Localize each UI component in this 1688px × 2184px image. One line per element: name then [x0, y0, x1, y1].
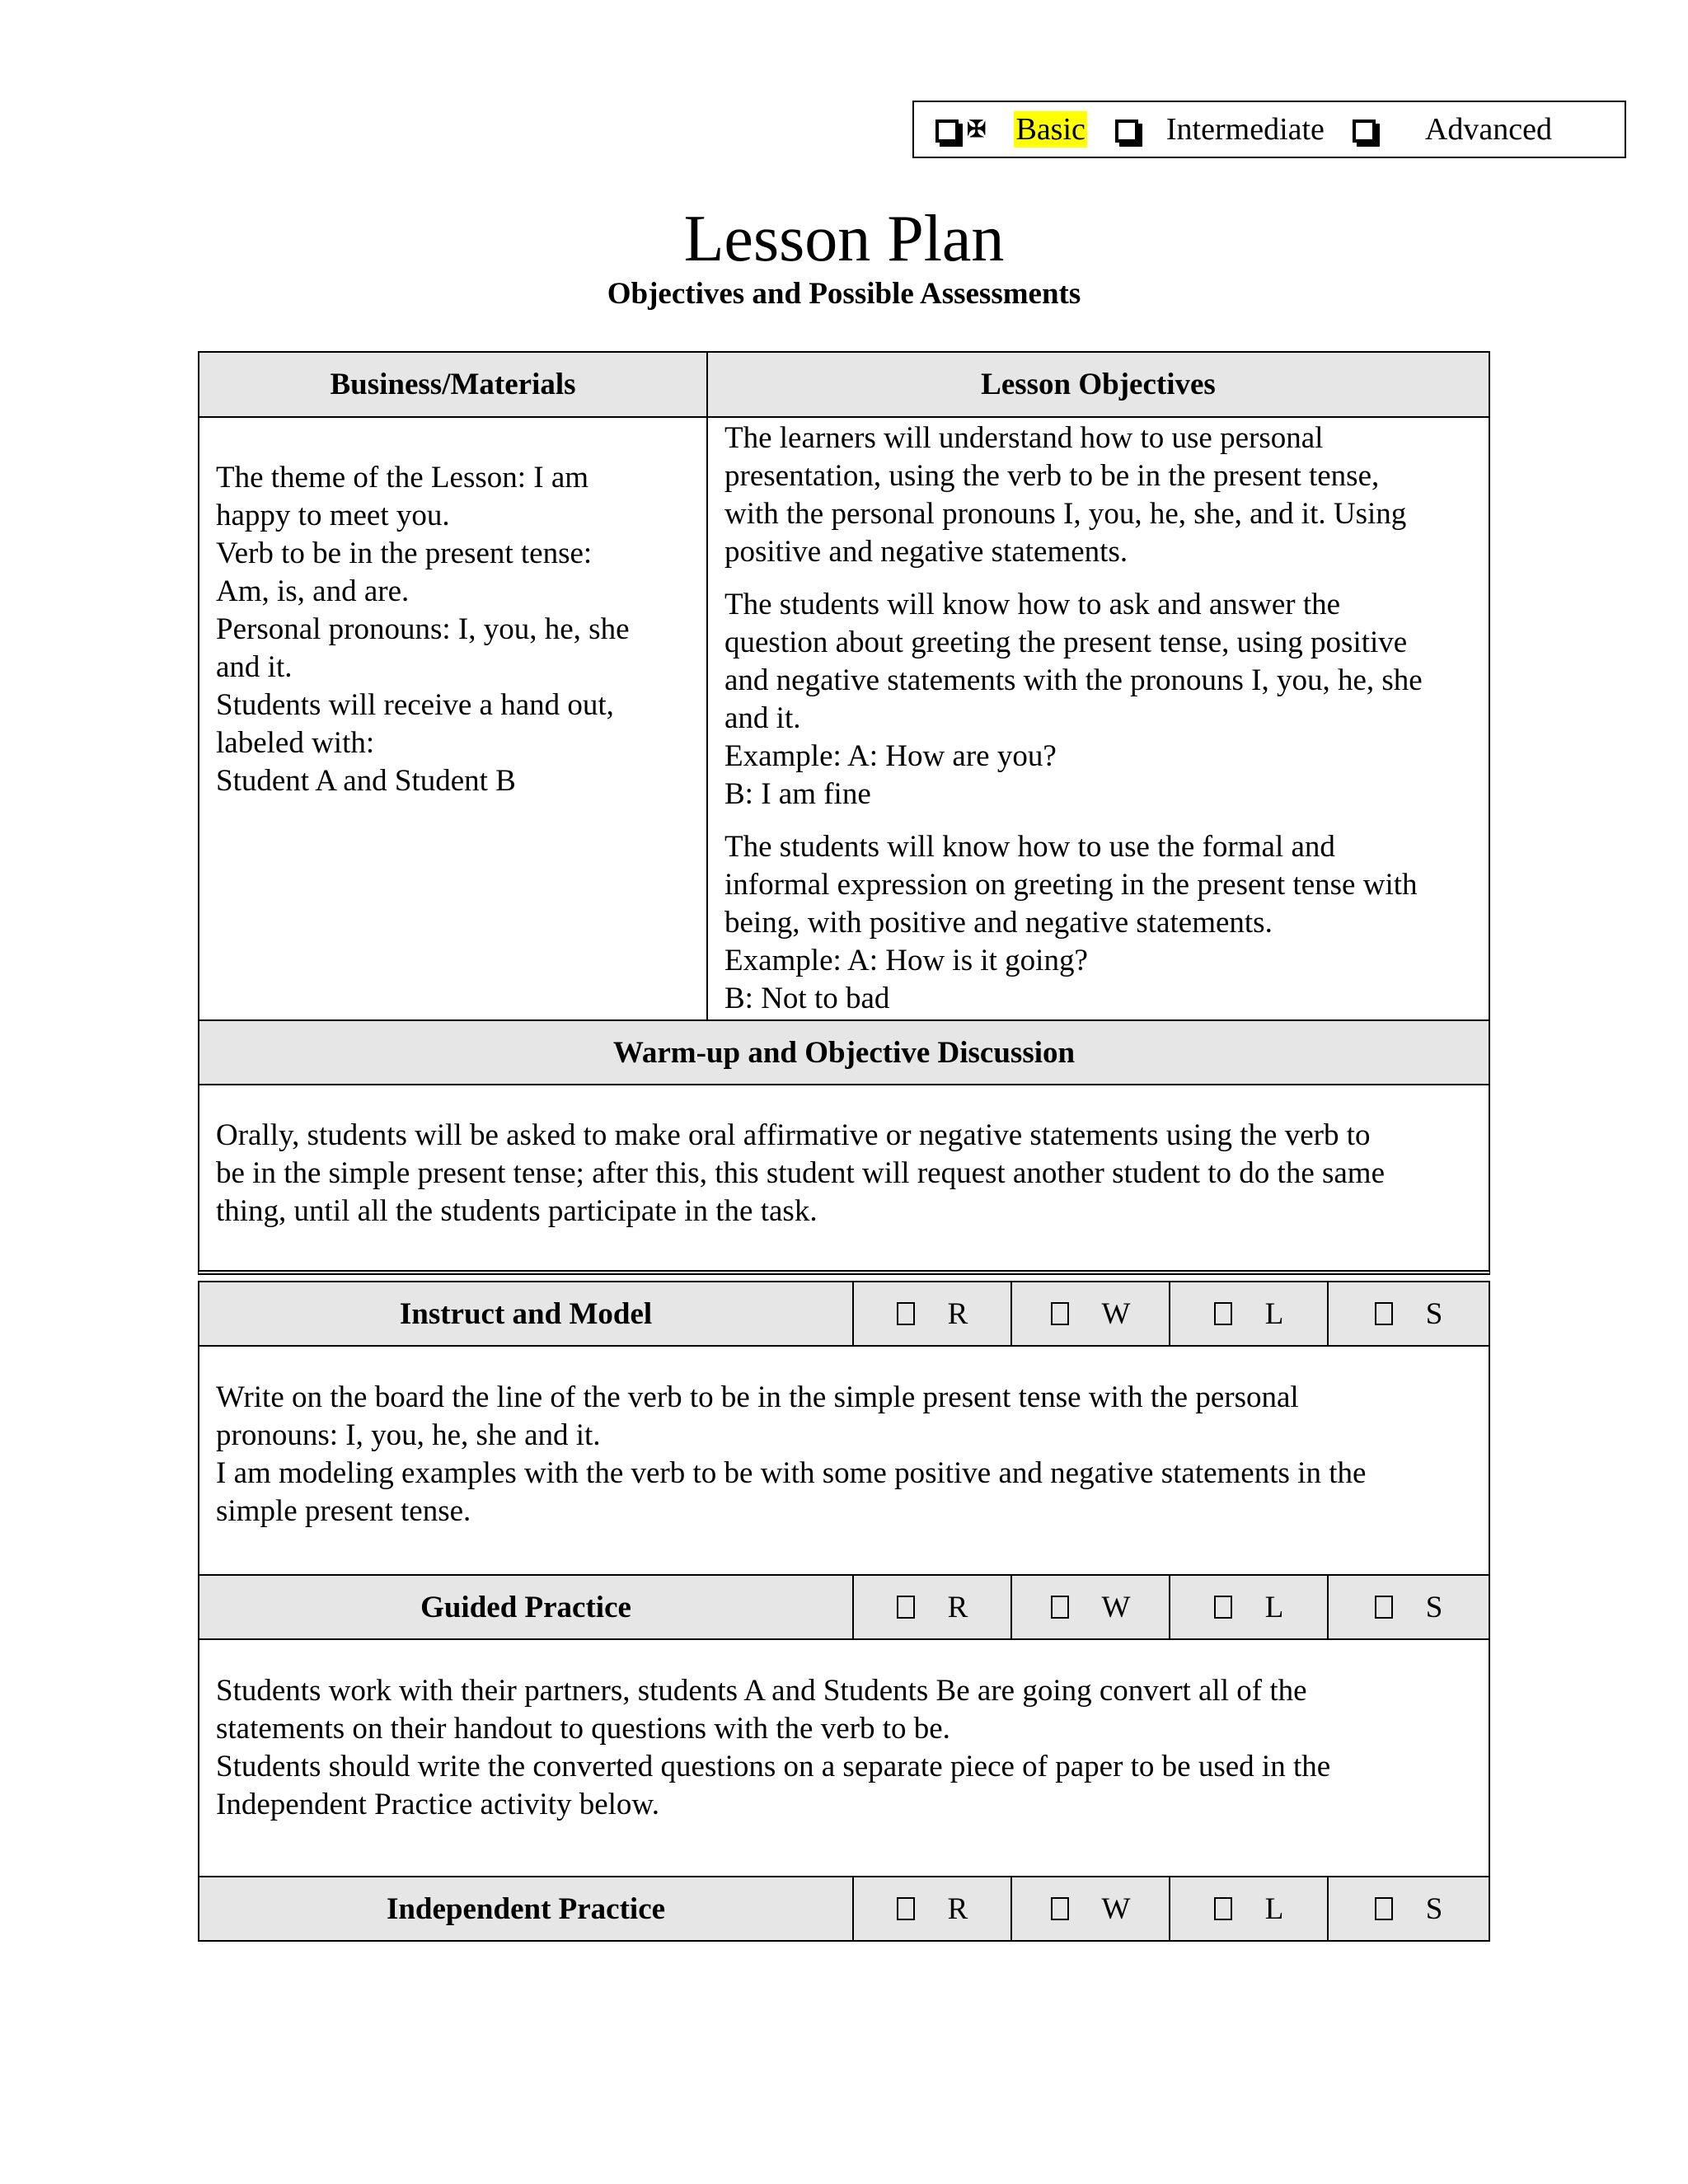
skill-label: L [1264, 1296, 1284, 1331]
guided-header: Guided Practice [198, 1574, 854, 1640]
warmup-line: Orally, students will be asked to make oral affirmative or negative statements using the verb to [216, 1118, 1371, 1152]
objectives-header: Lesson Objectives [706, 351, 1490, 418]
warmup-line: be in the simple present tense; after this, this student will request another student to do the same [216, 1156, 1386, 1190]
guided-line: Students should write the converted questions on a separate piece of paper to be used in the [216, 1750, 1331, 1783]
instruct-line: simple present tense. [216, 1494, 471, 1528]
guided-line: Independent Practice activity below. [216, 1788, 659, 1821]
warmup-line: thing, until all the students participate in the task. [216, 1194, 818, 1228]
materials-lines [216, 459, 690, 800]
objective-line: positive and negative statements. [724, 535, 1128, 569]
instruct-header: Instruct and Model [198, 1281, 854, 1347]
warmup-body [198, 1084, 1490, 1275]
skill-label: W [1101, 1891, 1131, 1926]
skill-label: R [947, 1296, 968, 1331]
instruct-skill-w [1010, 1281, 1170, 1347]
objective-line: B: Not to bad [724, 982, 890, 1015]
skill-checkbox[interactable] [1375, 1596, 1393, 1619]
independent-skill-r [852, 1876, 1012, 1942]
objective-paragraph-1 [724, 419, 1472, 571]
objective-line: B: I am fine [724, 777, 871, 811]
instruct-skill-r [852, 1281, 1012, 1347]
warmup-header: Warm-up and Objective Discussion [198, 1019, 1490, 1085]
materials-line: Verb to be in the present tense: [216, 537, 593, 570]
skill-checkbox[interactable] [1051, 1897, 1069, 1920]
skill-checkbox[interactable] [1051, 1596, 1069, 1619]
independent-skill-w [1010, 1876, 1170, 1942]
skill-label: L [1264, 1891, 1284, 1926]
objectives-body [706, 416, 1490, 1021]
skill-checkbox[interactable] [897, 1596, 915, 1619]
objective-line: Example: A: How are you? [724, 739, 1057, 773]
materials-line: and it. [216, 650, 293, 684]
skill-label: W [1101, 1590, 1131, 1624]
page-title: Lesson Plan [683, 203, 1005, 275]
guided-line: statements on their handout to questions with the verb to be. [216, 1712, 950, 1746]
checked-mark-icon: ✠ [967, 117, 987, 143]
materials-line: Students will receive a hand out, [216, 688, 614, 722]
guided-body [198, 1638, 1490, 1877]
checkbox-advanced[interactable] [1353, 120, 1376, 143]
skill-checkbox[interactable] [1214, 1596, 1232, 1619]
objective-line: and negative statements with the pronouns I, you, he, she [724, 663, 1423, 697]
objective-paragraph-3 [724, 828, 1472, 1018]
level-selector [912, 101, 1626, 158]
materials-line: Am, is, and are. [216, 574, 410, 608]
level-advanced-label: Advanced [1424, 112, 1552, 147]
materials-line: Personal pronouns: I, you, he, she [216, 612, 630, 646]
skill-label: S [1425, 1296, 1443, 1331]
skill-label: R [947, 1590, 968, 1624]
independent-skill-s [1327, 1876, 1490, 1942]
guided-skill-r [852, 1574, 1012, 1640]
objective-line: and it. [724, 701, 801, 735]
instruct-body [198, 1345, 1490, 1576]
materials-line: happy to meet you. [216, 499, 450, 532]
objective-paragraph-2 [724, 586, 1472, 813]
independent-skill-l [1169, 1876, 1329, 1942]
guided-skill-l [1169, 1574, 1329, 1640]
checkbox-basic[interactable] [935, 120, 959, 143]
skill-checkbox[interactable] [1051, 1302, 1069, 1325]
objective-line: presentation, using the verb to be in the present tense, [724, 459, 1380, 493]
skill-checkbox[interactable] [1214, 1302, 1232, 1325]
instruct-skill-l [1169, 1281, 1329, 1347]
objective-line: The students will know how to use the formal and [724, 830, 1335, 864]
objective-line: informal expression on greeting in the present tense with [724, 868, 1418, 902]
objective-line: Example: A: How is it going? [724, 944, 1088, 977]
objective-line: The students will know how to ask and answer the [724, 588, 1341, 621]
instruct-line: Write on the board the line of the verb to be in the simple present tense with the personal [216, 1380, 1299, 1414]
level-intermediate-label: Intermediate [1165, 112, 1325, 147]
skill-label: S [1425, 1891, 1443, 1926]
skill-checkbox[interactable] [1375, 1302, 1393, 1325]
skill-checkbox[interactable] [897, 1302, 915, 1325]
guided-skill-w [1010, 1574, 1170, 1640]
guided-line: Students work with their partners, students A and Students Be are going convert all of the [216, 1674, 1307, 1708]
materials-line: The theme of the Lesson: I am [216, 461, 589, 494]
materials-body [198, 416, 708, 1021]
skill-label: R [947, 1891, 968, 1926]
skill-label: L [1264, 1590, 1284, 1624]
guided-skill-s [1327, 1574, 1490, 1640]
skill-checkbox[interactable] [897, 1897, 915, 1920]
checkbox-intermediate[interactable] [1115, 120, 1138, 143]
materials-line: Student A and Student B [216, 764, 516, 798]
materials-header: Business/Materials [198, 351, 708, 418]
independent-header: Independent Practice [198, 1876, 854, 1942]
page-subtitle: Objectives and Possible Assessments [607, 277, 1081, 311]
skill-checkbox[interactable] [1375, 1897, 1393, 1920]
skill-label: W [1101, 1296, 1131, 1331]
instruct-skill-s [1327, 1281, 1490, 1347]
instruct-line: pronouns: I, you, he, she and it. [216, 1418, 601, 1452]
objective-line: The learners will understand how to use personal [724, 421, 1324, 455]
skill-checkbox[interactable] [1214, 1897, 1232, 1920]
objective-line: question about greeting the present tense, using positive [724, 626, 1408, 659]
objective-line: with the personal pronouns I, you, he, she, and it. Using [724, 497, 1407, 531]
objective-line: being, with positive and negative statements. [724, 906, 1273, 940]
instruct-line: I am modeling examples with the verb to be with some positive and negative statements in the [216, 1456, 1367, 1490]
materials-line: labeled with: [216, 726, 375, 760]
level-basic-label: Basic [1015, 112, 1085, 147]
skill-label: S [1425, 1590, 1443, 1624]
